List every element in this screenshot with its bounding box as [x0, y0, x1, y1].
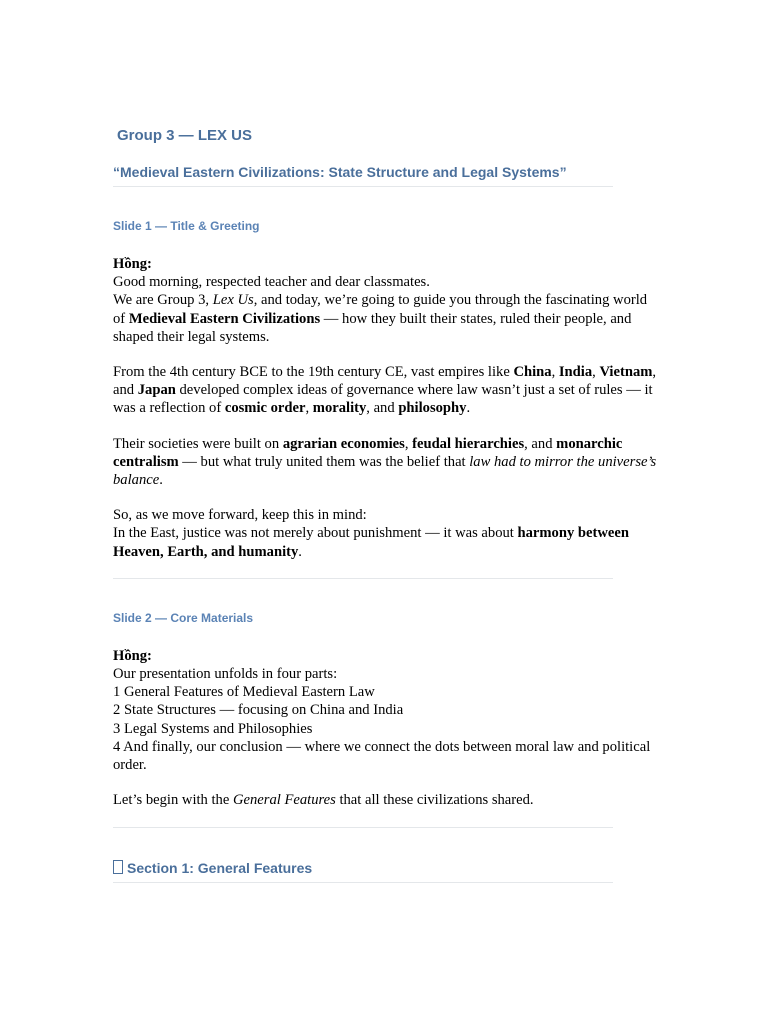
slide-1-paragraph-1	[113, 255, 658, 346]
text-run: Their societies were built on	[113, 435, 283, 452]
text-run: — but what truly united them was the belief that	[178, 453, 470, 470]
slide-1-paragraph-3	[113, 435, 658, 490]
text-run: developed complex ideas of governance where law wasn’t just a set of rules — it was a reflection of	[113, 382, 653, 417]
text-run: .	[298, 543, 302, 560]
text-run: ,	[592, 364, 600, 381]
text-run: ,	[551, 364, 559, 381]
document-body	[113, 126, 658, 883]
text-run: that all these civilizations shared.	[335, 792, 534, 809]
slide-1-heading: Slide 1 — Title & Greeting	[113, 219, 260, 233]
text-run: — how they built their states, ruled their people, and shaped their legal systems.	[113, 310, 632, 345]
list-item: 2 State Structures — focusing on China and India	[113, 702, 404, 719]
lex-us-italic: Lex Us	[212, 292, 254, 309]
text-run: Let’s begin with the	[113, 792, 233, 809]
agrarian-bold: agrarian economies	[282, 435, 405, 452]
slide-2-paragraph-1	[113, 647, 658, 774]
text-run: We are Group 3,	[113, 292, 213, 309]
intro-text: Our presentation unfolds in four parts:	[113, 666, 338, 683]
text-run: ,	[305, 400, 313, 417]
slide-1-paragraph-2	[113, 363, 658, 418]
list-item: 4 And finally, our conclusion — where we connect the dots between moral law and political order.	[113, 738, 651, 774]
feudal-bold: feudal hierarchies	[412, 435, 525, 452]
text-run: .	[159, 472, 163, 489]
text-run: , and	[524, 435, 557, 452]
text-run: , and today, we’re going to guide you through the fascinating world of	[113, 292, 648, 327]
section-1-heading	[113, 858, 613, 883]
law-mirror-italic: law had to mirror the universe’s balance	[113, 453, 657, 489]
general-features-italic: General Features	[232, 792, 336, 809]
text-run: , and	[366, 400, 399, 417]
text-run: In the East, justice was not merely about punishment — it was about	[113, 525, 518, 542]
speaker-label: Hồng:	[113, 256, 152, 272]
slide-2-closing	[113, 791, 658, 809]
text-run: ,	[404, 435, 413, 452]
list-item: 3 Legal Systems and Philosophies	[113, 720, 313, 737]
missing-glyph-icon	[113, 860, 123, 874]
list-item: 1 General Features of Medieval Eastern Law	[113, 684, 375, 701]
section-1-title: Section 1: General Features	[127, 860, 313, 877]
mec-bold: Medieval Eastern Civilizations	[128, 310, 321, 327]
monarchic-bold: monarchic centralism	[113, 435, 623, 470]
greeting-text: Good morning, respected teacher and dear classmates.	[113, 274, 430, 291]
india-bold: India	[558, 364, 593, 381]
japan-bold: Japan	[137, 382, 176, 399]
china-bold: China	[513, 364, 552, 381]
text-run: , and	[113, 364, 657, 399]
text-run: So, as we move forward, keep this in mind:	[113, 507, 367, 524]
slide-1-paragraph-4	[113, 506, 658, 561]
cosmic-order-bold: cosmic order	[224, 400, 306, 417]
group-title: Group 3 — LEX US	[117, 127, 253, 144]
presentation-subtitle: “Medieval Eastern Civilizations: State Structure and Legal Systems”	[113, 162, 613, 187]
text-run: .	[466, 400, 471, 417]
speaker-label: Hồng:	[113, 647, 152, 664]
vietnam-bold: Vietnam	[599, 364, 653, 381]
text-run: From the 4th century BCE to the 19th century CE, vast empires like	[113, 364, 514, 381]
harmony-bold: harmony between Heaven, Earth, and humanity	[113, 525, 629, 560]
morality-bold: morality	[312, 400, 367, 417]
philosophy-bold: philosophy	[398, 400, 467, 417]
slide-2-heading: Slide 2 — Core Materials	[113, 610, 254, 625]
